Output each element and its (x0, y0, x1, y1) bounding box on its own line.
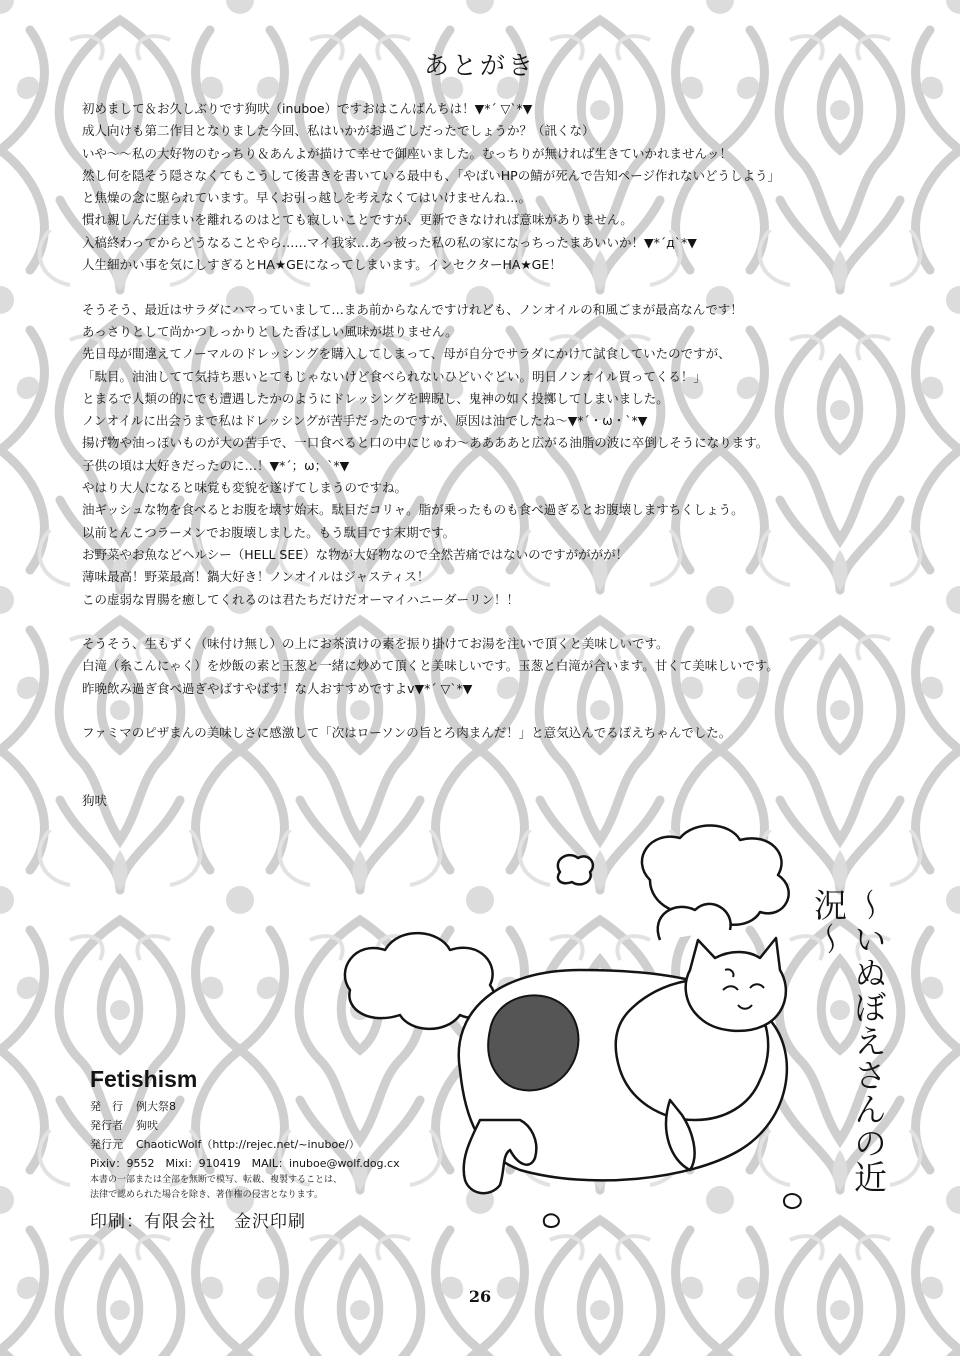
text-line: 先日母が間違えてノーマルのドレッシングを購入してしまって、母が自分でサラダにかけて試食していたのですが、 (82, 346, 731, 362)
spilled-sauce (464, 1120, 537, 1193)
illustration-vertical-title: ～いぬぼえさんの近況～ (809, 888, 888, 1194)
text-line: あっさりとして尚かつしっかりとした香ばしい風味が堪りません。 (82, 323, 458, 339)
text-line: お野菜やお魚などヘルシー（HELL SEE）な物が大好物なので全然苦痛ではないのですがががが！ (82, 546, 629, 562)
colophon-row-publisher: 発行者 狗吠 (90, 1119, 158, 1132)
text-line: 昨晩飲み過ぎ食べ過ぎやばすやばす！な人おすすめですよv▼*´ ▽`*▼ (82, 680, 473, 696)
steam-wisp (658, 904, 731, 940)
text-line: 慣れ親しんだ住まいを離れるのはとても寂しいことですが、更新できなければ意味がありません。 (82, 212, 633, 228)
text-line: 白滝（糸こんにゃく）を炒飯の素と玉葱と一緒に炒めて頂くと美味しいです。玉葱と白滝が合います。甘くて美味しいです。 (82, 658, 779, 674)
copyright-notice-line-1: 本書の一部または全部を無断で模写、転載、複製することは、 (90, 1175, 343, 1185)
text-line: そうそう、生もずく（味付け無し）の上にお茶漬けの素を振り掛けてお湯を注いで頂くと美味しいです。 (82, 636, 669, 652)
text-line: 「駄目。油油してて気持ち悪いとてもじゃないけど食べられないひどいぐどい。明日ノンオイル買ってくる！」 (82, 368, 706, 384)
text-line: 入稿終わってからどうなることやら……マイ我家…あっ被った私の私の家になっちったまあいいか！▼*´д`*▼ (82, 234, 697, 250)
paragraph (82, 722, 882, 744)
text-line: やはり大人になると味覚も変貌を遂げてしまうのですね。 (82, 480, 408, 496)
paragraph-gap (82, 700, 882, 722)
text-line: ノンオイルに出会うまで私はドレッシングが苦手だったのですが、原因は油でしたね～▼*´・ω・`*▼ (82, 413, 648, 429)
printer-credit: 印刷：有限会社 金沢印刷 (90, 1212, 306, 1232)
text-line: 油ギッシュな物を食べるとお腹を壊す始末。駄目だコリャ。脂が乗ったものも食べ過ぎるとお腹壊しますちくしょう。 (82, 502, 744, 518)
colophon-row-publish: 発 行 例大祭8 (90, 1100, 176, 1113)
colophon-row-source: 発行元 ChaoticWolf（http://rejec.net/~inuboe/） (90, 1138, 360, 1151)
text-line: 子供の頃は大好きだったのに…！▼*´；ω；`*▼ (82, 457, 350, 473)
curry-blob (488, 995, 578, 1090)
paragraph (82, 299, 882, 611)
circle-name: Fetishism (90, 1066, 198, 1092)
text-line: そうそう、最近はサラダにハマっていまして…まあ前からなんですけれども、ノンオイルの和風ごまが最高なんです！ (82, 301, 743, 317)
steam-puff-small (558, 855, 593, 884)
cat-head (686, 938, 786, 1031)
afterword-body (82, 98, 882, 745)
copyright-notice-line-2: 法律で認められた場合を除き、著作権の侵害となります。 (90, 1190, 323, 1200)
text-line: 成人向けも第二作目となりました今回、私はいかがお過ごしだったでしょうか？（訊くな） (82, 123, 595, 139)
paragraph (82, 633, 882, 700)
text-line: 初めまして＆お久しぶりです狗吠（inuboe）ですおはこんばんちは！▼*´ ▽`*▼ (82, 101, 533, 116)
text-line: いや～～私の大好物のむっちり＆あんよが描けて幸せで御座いました。むっちりが無ければ生きていかれませんッ！ (82, 145, 733, 161)
text-line: とまるで人類の的にでも遭遇したかのようにドレッシングを睥睨し、鬼神の如く投擲してしまいました。 (82, 390, 669, 406)
text-line: 人生細かい事を気にしすぎるとHA★GEになってしまいます。インセクターHA★GE！ (82, 257, 562, 273)
paragraph (82, 98, 882, 276)
text-line: と焦燥の念に駆られています。早くお引っ越しを考えなくてはいけませんね…。 (82, 190, 532, 206)
text-line: 以前とんこつラーメンでお腹壊しました。もう駄目です末期です。 (82, 524, 456, 540)
text-line: 薄味最高！野菜最高！鍋大好き！ノンオイルはジャスティス！ (82, 569, 430, 585)
text-line: ファミマのピザまんの美味しさに感激して「次はローソンの旨とろ肉まんだ！」と意気込んでるぽえちゃんでした。 (82, 725, 732, 741)
author-signature: 狗吠 (82, 793, 108, 808)
cat-illustration (330, 820, 840, 1230)
text-line: この虚弱な胃腸を癒してくれるのは君たちだけだオーマイハニーダーリン！！ (82, 591, 520, 607)
page-title: あとがき (423, 51, 536, 80)
paragraph-gap (82, 611, 882, 633)
text-line: 揚げ物や油っぽいものが大の苦手で、一口食べると口の中にじゅわ～ああああと広がる油脂の波に卒倒しそうになります。 (82, 435, 769, 451)
paragraph-gap (82, 276, 882, 298)
colophon-contact: Pixiv：9552 Mixi：910419 MAIL：inuboe@wolf.dog.cx (90, 1157, 400, 1170)
text-line: 然し何を隠そう隠さなくてもこうして後書きを書いている最中も、「やばいHPの鯖が死んで告知ページ作れないどうしよう」 (82, 167, 780, 183)
page-number: 26 (468, 1287, 492, 1306)
